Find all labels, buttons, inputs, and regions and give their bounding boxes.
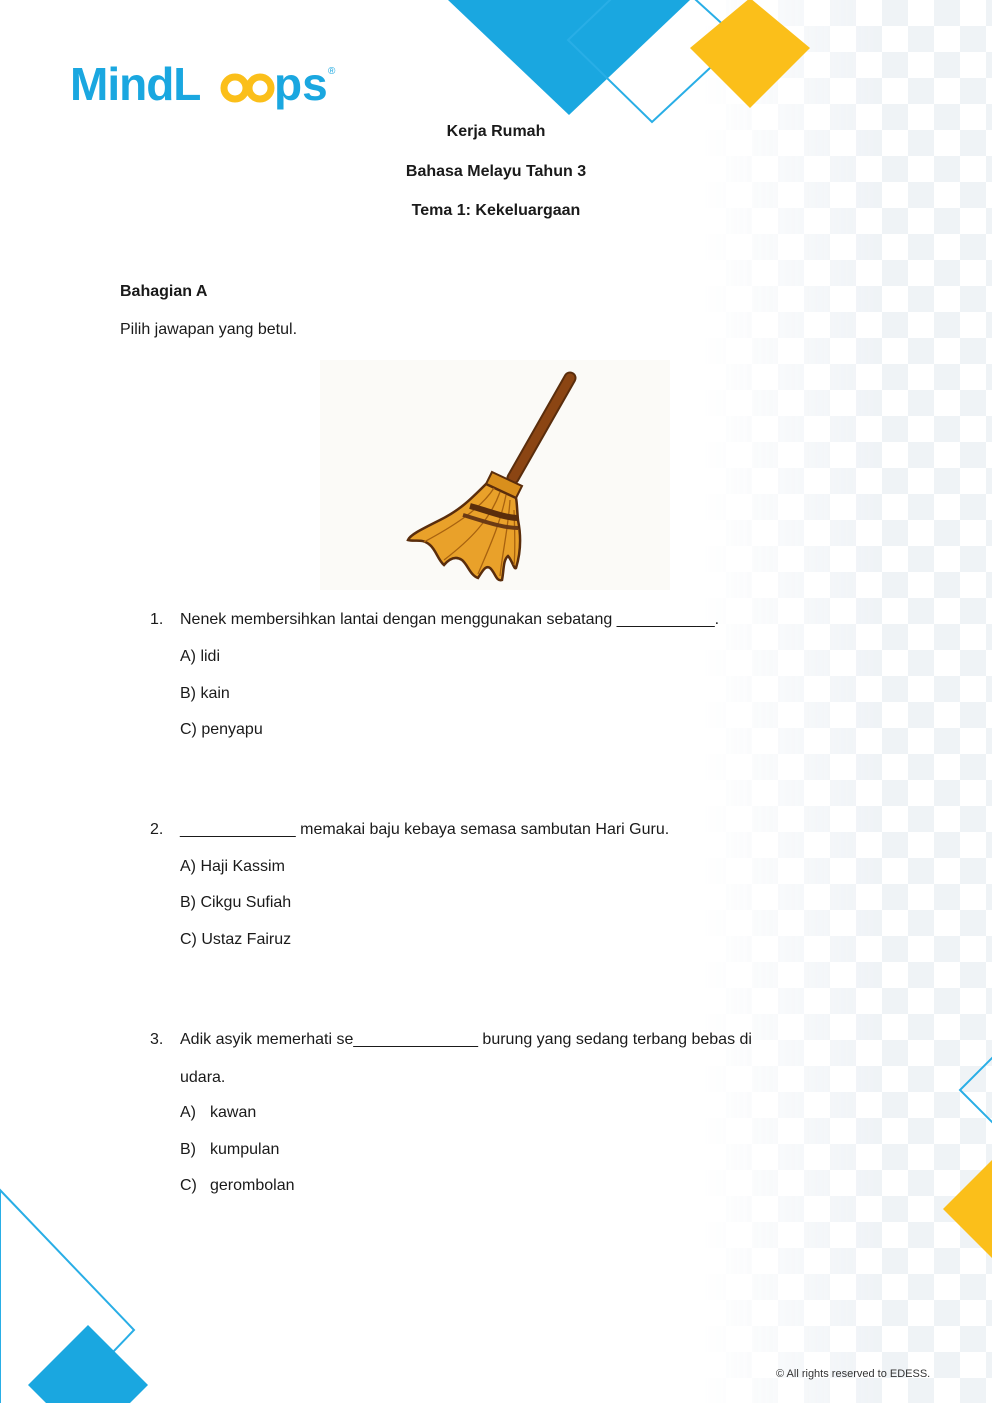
option-text: kawan — [210, 1104, 257, 1121]
broom-illustration — [320, 360, 670, 590]
question-2-text: _____________ memakai baju kebaya semasa sambutan Hari Guru. — [180, 821, 670, 838]
right-outline-diamond — [960, 1040, 992, 1140]
svg-text:ps: ps — [274, 58, 328, 110]
question-3-text-line2: udara. — [180, 1069, 226, 1086]
section-instruction: Pilih jawapan yang betul. — [120, 321, 298, 338]
question-3-option-c — [180, 1177, 295, 1195]
copyright-footer: © All rights reserved to EDESS. — [776, 1368, 931, 1380]
question-2-option-b: B) Cikgu Sufiah — [180, 894, 292, 911]
question-2-option-a: A) Haji Kassim — [180, 858, 285, 875]
question-1-number: 1. — [150, 611, 164, 628]
broom-icon — [320, 360, 670, 590]
question-1-option-c: C) penyapu — [180, 721, 263, 738]
option-letter: C) — [180, 1177, 197, 1194]
question-2-number: 2. — [150, 821, 164, 838]
question-1-text: Nenek membersihkan lantai dengan menggunakan sebatang ___________. — [180, 611, 720, 628]
question-1-option-a: A) lidi — [180, 648, 221, 665]
svg-text:MindL: MindL — [70, 58, 201, 110]
question-1-option-b: B) kain — [180, 685, 230, 702]
svg-text:®: ® — [328, 66, 336, 77]
right-yellow-diamond — [943, 1160, 992, 1258]
option-text: gerombolan — [210, 1177, 295, 1194]
top-yellow-diamond — [690, 0, 810, 108]
mindloops-logo — [70, 56, 342, 112]
option-letter: A) — [180, 1104, 196, 1121]
theme-title: Tema 1: Kekeluargaan — [411, 202, 581, 219]
question-3-option-b — [180, 1141, 279, 1159]
bottom-left-blue-diamond — [28, 1325, 148, 1403]
question-3-number: 3. — [150, 1031, 164, 1048]
option-text: kumpulan — [210, 1141, 280, 1158]
subject-title: Bahasa Melayu Tahun 3 — [405, 163, 587, 180]
question-2-option-c: C) Ustaz Fairuz — [180, 931, 292, 948]
option-letter: B) — [180, 1141, 196, 1158]
section-title: Bahagian A — [120, 283, 208, 300]
question-3-option-a — [180, 1104, 256, 1122]
page-title: Kerja Rumah — [446, 123, 546, 140]
question-3-text-line1: Adik asyik memerhati se______________ burung yang sedang terbang bebas di — [180, 1031, 752, 1048]
top-blue-triangle — [448, 0, 690, 115]
